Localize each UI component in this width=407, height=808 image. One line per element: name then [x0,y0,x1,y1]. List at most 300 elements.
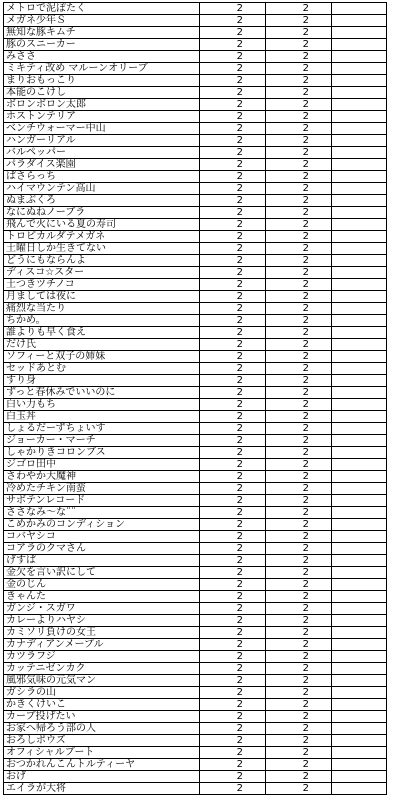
name-cell: サボテンレコード [4,495,200,507]
value-cell-b: 2 [266,339,332,351]
table-row [4,171,387,183]
table-row [4,219,387,231]
table-row [4,519,387,531]
value-cell-c [332,747,387,759]
value-cell-c [332,579,387,591]
value-cell-b: 2 [266,687,332,699]
value-cell-c [332,231,387,243]
table-row [4,15,387,27]
table-row [4,447,387,459]
table-row [4,483,387,495]
name-cell: こめかみのコンディション [4,519,200,531]
value-cell-c [332,123,387,135]
table-row [4,435,387,447]
value-cell-b: 2 [266,99,332,111]
value-cell-a: 2 [200,459,266,471]
name-cell: かきくけいこ [4,699,200,711]
name-cell: ベンチウォーマー中山 [4,123,200,135]
value-cell-a: 2 [200,771,266,783]
value-cell-b: 2 [266,39,332,51]
table-row [4,459,387,471]
table-row [4,627,387,639]
value-cell-b: 2 [266,531,332,543]
value-cell-a: 2 [200,555,266,567]
value-cell-b: 2 [266,435,332,447]
value-cell-c [332,39,387,51]
name-cell: トロピカルダテメガネ [4,231,200,243]
value-cell-a: 2 [200,51,266,63]
score-table [3,2,387,795]
name-cell: 誰よりも早く食え [4,327,200,339]
value-cell-c [332,363,387,375]
value-cell-a: 2 [200,135,266,147]
value-cell-b: 2 [266,255,332,267]
value-cell-b: 2 [266,747,332,759]
value-cell-c [332,615,387,627]
name-cell: まりおもっこり [4,75,200,87]
table-row [4,471,387,483]
name-cell: ちかめ。 [4,315,200,327]
value-cell-b: 2 [266,507,332,519]
value-cell-b: 2 [266,171,332,183]
name-cell: 白玉丼 [4,411,200,423]
value-cell-c [332,423,387,435]
value-cell-a: 2 [200,411,266,423]
table-row [4,87,387,99]
value-cell-a: 2 [200,579,266,591]
value-cell-b: 2 [266,459,332,471]
value-cell-c [332,567,387,579]
table-row [4,651,387,663]
table-row [4,195,387,207]
value-cell-c [332,759,387,771]
value-cell-b: 2 [266,123,332,135]
value-cell-a: 2 [200,75,266,87]
value-cell-b: 2 [266,87,332,99]
name-cell: カナディアンメープル [4,639,200,651]
value-cell-b: 2 [266,363,332,375]
table-row [4,303,387,315]
table-row [4,123,387,135]
value-cell-a: 2 [200,651,266,663]
value-cell-b: 2 [266,759,332,771]
value-cell-b: 2 [266,519,332,531]
value-cell-b: 2 [266,735,332,747]
name-cell: 月ましては夜に [4,291,200,303]
table-row [4,111,387,123]
value-cell-a: 2 [200,615,266,627]
value-cell-c [332,603,387,615]
value-cell-a: 2 [200,195,266,207]
value-cell-b: 2 [266,483,332,495]
value-cell-b: 2 [266,27,332,39]
table-row [4,3,387,15]
value-cell-c [332,507,387,519]
value-cell-c [332,735,387,747]
name-cell: ぱさらっち [4,171,200,183]
name-cell: さわやか大魔神 [4,471,200,483]
value-cell-a: 2 [200,435,266,447]
name-cell: パラダイス楽園 [4,159,200,171]
value-cell-b: 2 [266,771,332,783]
table-row [4,603,387,615]
name-cell: 本能のこけし [4,87,200,99]
value-cell-b: 2 [266,183,332,195]
value-cell-c [332,399,387,411]
name-cell: きゃんた [4,591,200,603]
value-cell-c [332,771,387,783]
value-cell-a: 2 [200,315,266,327]
value-cell-b: 2 [266,315,332,327]
value-cell-a: 2 [200,39,266,51]
name-cell: ぬまぶくろ [4,195,200,207]
value-cell-a: 2 [200,87,266,99]
value-cell-c [332,783,387,795]
table-row [4,555,387,567]
value-cell-a: 2 [200,339,266,351]
value-cell-a: 2 [200,123,266,135]
value-cell-c [332,87,387,99]
value-cell-c [332,411,387,423]
table-row [4,183,387,195]
value-cell-a: 2 [200,267,266,279]
table-row [4,735,387,747]
value-cell-c [332,219,387,231]
table-row [4,759,387,771]
value-cell-a: 2 [200,543,266,555]
value-cell-a: 2 [200,147,266,159]
value-cell-a: 2 [200,759,266,771]
value-cell-a: 2 [200,243,266,255]
value-cell-c [332,279,387,291]
value-cell-a: 2 [200,291,266,303]
table-row [4,747,387,759]
table-row [4,723,387,735]
value-cell-c [332,195,387,207]
value-cell-c [332,339,387,351]
value-cell-c [332,675,387,687]
value-cell-b: 2 [266,63,332,75]
value-cell-a: 2 [200,351,266,363]
value-cell-b: 2 [266,411,332,423]
name-cell: カツラフジ [4,651,200,663]
table-row [4,543,387,555]
value-cell-c [332,519,387,531]
value-cell-b: 2 [266,603,332,615]
table-row [4,507,387,519]
value-cell-a: 2 [200,603,266,615]
table-row [4,375,387,387]
value-cell-b: 2 [266,375,332,387]
value-cell-b: 2 [266,783,332,795]
value-cell-c [332,303,387,315]
value-cell-b: 2 [266,567,332,579]
value-cell-b: 2 [266,51,332,63]
value-cell-c [332,495,387,507]
name-cell: ガンジ・スガワ [4,603,200,615]
value-cell-a: 2 [200,183,266,195]
table-row [4,327,387,339]
value-cell-b: 2 [266,555,332,567]
name-cell: 冷めたチキン南蛮 [4,483,200,495]
value-cell-c [332,27,387,39]
value-cell-c [332,135,387,147]
name-cell: セッドあとむ [4,363,200,375]
table-row [4,51,387,63]
value-cell-b: 2 [266,591,332,603]
value-cell-b: 2 [266,291,332,303]
table-row [4,207,387,219]
table-row [4,63,387,75]
value-cell-b: 2 [266,675,332,687]
name-cell: コバヤシコ [4,531,200,543]
value-cell-c [332,555,387,567]
value-cell-c [332,459,387,471]
value-cell-c [332,663,387,675]
name-cell: すり身 [4,375,200,387]
value-cell-c [332,171,387,183]
value-cell-a: 2 [200,3,266,15]
name-cell: 土曜日しか生きてない [4,243,200,255]
value-cell-c [332,99,387,111]
value-cell-a: 2 [200,303,266,315]
table-row [4,387,387,399]
value-cell-a: 2 [200,255,266,267]
value-cell-a: 2 [200,279,266,291]
value-cell-b: 2 [266,579,332,591]
value-cell-a: 2 [200,783,266,795]
table-row [4,639,387,651]
value-cell-c [332,471,387,483]
name-cell: ハイマウンテン高山 [4,183,200,195]
value-cell-b: 2 [266,651,332,663]
table-row [4,363,387,375]
table-row [4,615,387,627]
table-row [4,27,387,39]
value-cell-c [332,639,387,651]
value-cell-b: 2 [266,639,332,651]
name-cell: カレーよりハヤシ [4,615,200,627]
value-cell-a: 2 [200,327,266,339]
value-cell-a: 2 [200,519,266,531]
name-cell: エイラが大将 [4,783,200,795]
name-cell: 豚のスニーカー [4,39,200,51]
score-table-body [4,3,387,795]
table-row [4,351,387,363]
table-row [4,159,387,171]
value-cell-b: 2 [266,159,332,171]
name-cell: 痛烈な当たり [4,303,200,315]
table-row [4,243,387,255]
table-row [4,255,387,267]
value-cell-c [332,111,387,123]
value-cell-b: 2 [266,711,332,723]
table-row [4,675,387,687]
value-cell-a: 2 [200,711,266,723]
name-cell: 金欠を言い訳にして [4,567,200,579]
table-row [4,423,387,435]
table-row [4,75,387,87]
table-row [4,39,387,51]
value-cell-c [332,327,387,339]
table-row [4,567,387,579]
name-cell: おつかれんこんトルティーヤ [4,759,200,771]
value-cell-c [332,723,387,735]
name-cell: おげ [4,771,200,783]
name-cell: だけ氏 [4,339,200,351]
value-cell-a: 2 [200,699,266,711]
value-cell-c [332,687,387,699]
name-cell: 土つきツチノコ [4,279,200,291]
table-row [4,591,387,603]
value-cell-c [332,243,387,255]
name-cell: げすぱ [4,555,200,567]
value-cell-a: 2 [200,687,266,699]
name-cell: ジゴロ田中 [4,459,200,471]
value-cell-c [332,375,387,387]
table-row [4,279,387,291]
value-cell-c [332,15,387,27]
value-cell-b: 2 [266,423,332,435]
value-cell-a: 2 [200,675,266,687]
name-cell: ミキティ改め マルーンオリーブ [4,63,200,75]
name-cell: 無知な豚キムチ [4,27,200,39]
value-cell-c [332,255,387,267]
name-cell: ずっと春休みでいいのに [4,387,200,399]
name-cell: バルペッパー [4,147,200,159]
value-cell-a: 2 [200,231,266,243]
value-cell-c [332,543,387,555]
value-cell-b: 2 [266,135,332,147]
name-cell: メトロで泥ぽたく [4,3,200,15]
table-row [4,147,387,159]
value-cell-b: 2 [266,111,332,123]
value-cell-c [332,207,387,219]
value-cell-c [332,351,387,363]
value-cell-c [332,651,387,663]
name-cell: カーブ投げたい [4,711,200,723]
name-cell: ガシラの山 [4,687,200,699]
value-cell-b: 2 [266,219,332,231]
table-row [4,663,387,675]
value-cell-c [332,267,387,279]
value-cell-b: 2 [266,699,332,711]
value-cell-b: 2 [266,543,332,555]
value-cell-b: 2 [266,15,332,27]
value-cell-b: 2 [266,231,332,243]
value-cell-a: 2 [200,363,266,375]
value-cell-b: 2 [266,195,332,207]
value-cell-b: 2 [266,399,332,411]
value-cell-c [332,51,387,63]
value-cell-a: 2 [200,63,266,75]
value-cell-a: 2 [200,471,266,483]
value-cell-b: 2 [266,243,332,255]
value-cell-a: 2 [200,495,266,507]
value-cell-b: 2 [266,615,332,627]
table-row [4,399,387,411]
value-cell-b: 2 [266,471,332,483]
value-cell-c [332,711,387,723]
value-cell-a: 2 [200,639,266,651]
value-cell-a: 2 [200,735,266,747]
name-cell: しゃかりきコロンブス [4,447,200,459]
value-cell-c [332,315,387,327]
table-row [4,339,387,351]
name-cell: なにぬねノーブラ [4,207,200,219]
name-cell: どうにもならんよ [4,255,200,267]
value-cell-b: 2 [266,3,332,15]
value-cell-c [332,387,387,399]
value-cell-a: 2 [200,219,266,231]
value-cell-b: 2 [266,663,332,675]
value-cell-a: 2 [200,567,266,579]
value-cell-a: 2 [200,171,266,183]
table-row [4,687,387,699]
table-row [4,99,387,111]
name-cell: オフィシャルブート [4,747,200,759]
value-cell-b: 2 [266,723,332,735]
table-row [4,771,387,783]
value-cell-a: 2 [200,111,266,123]
table-row [4,135,387,147]
table-row [4,699,387,711]
value-cell-b: 2 [266,495,332,507]
name-cell: ハンガーリアル [4,135,200,147]
value-cell-b: 2 [266,279,332,291]
value-cell-c [332,3,387,15]
value-cell-c [332,159,387,171]
table-row [4,783,387,795]
name-cell: ボロンボロン太郎 [4,99,200,111]
table-row [4,231,387,243]
value-cell-a: 2 [200,375,266,387]
table-row [4,531,387,543]
value-cell-a: 2 [200,627,266,639]
value-cell-a: 2 [200,423,266,435]
name-cell: ホストンテリア [4,111,200,123]
name-cell: 金のじん [4,579,200,591]
name-cell: メガネ少年Ｓ [4,15,200,27]
name-cell: カッテニゼンカク [4,663,200,675]
name-cell: お家へ帰ろう部の人 [4,723,200,735]
value-cell-a: 2 [200,723,266,735]
value-cell-b: 2 [266,387,332,399]
value-cell-a: 2 [200,27,266,39]
value-cell-b: 2 [266,147,332,159]
value-cell-c [332,291,387,303]
value-cell-a: 2 [200,207,266,219]
value-cell-c [332,183,387,195]
value-cell-c [332,435,387,447]
value-cell-c [332,447,387,459]
value-cell-a: 2 [200,747,266,759]
value-cell-b: 2 [266,303,332,315]
value-cell-a: 2 [200,99,266,111]
name-cell: しょるだーずちょいす [4,423,200,435]
value-cell-a: 2 [200,663,266,675]
value-cell-c [332,63,387,75]
value-cell-b: 2 [266,327,332,339]
value-cell-a: 2 [200,507,266,519]
name-cell: ディスコ☆スター [4,267,200,279]
name-cell: みささ [4,51,200,63]
name-cell: おろしポウズ [4,735,200,747]
value-cell-c [332,147,387,159]
name-cell: コアラのクマさん [4,543,200,555]
name-cell: 白い力もち [4,399,200,411]
value-cell-a: 2 [200,399,266,411]
